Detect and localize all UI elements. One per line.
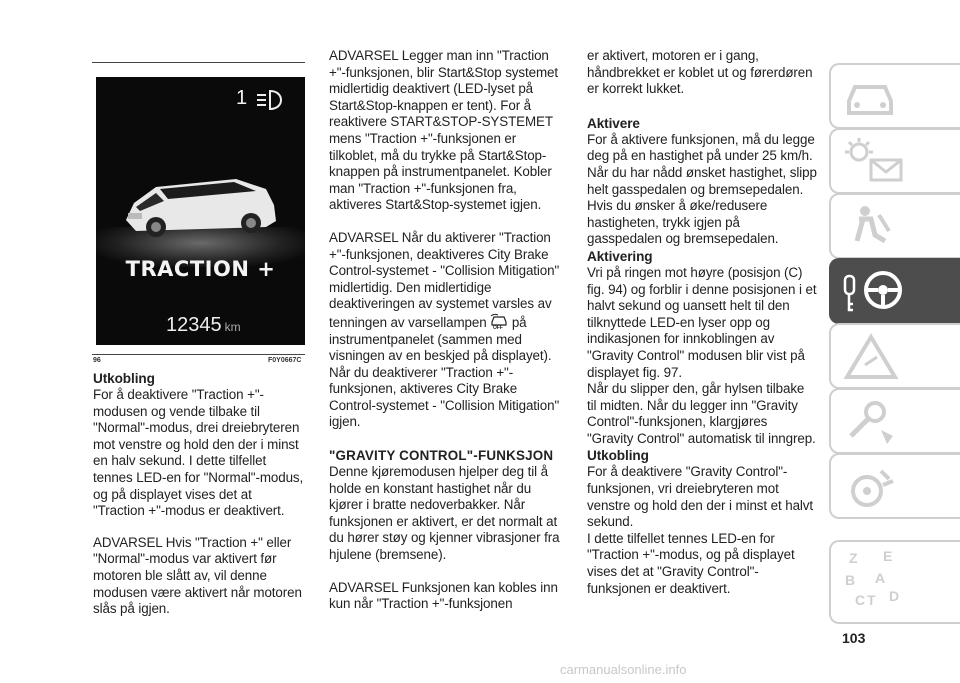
column-3 (587, 48, 817, 612)
side-tab-maintenance[interactable] (829, 388, 960, 454)
maintenance-icon (841, 396, 901, 448)
gear-indicator: 1 (236, 87, 248, 109)
car-illustration (116, 165, 286, 245)
warning-paragraph: ADVARSEL Hvis "Traction +" eller "Normal"-modus var aktivert før motoren ble slått av, vil denne modusen være aktivert når motoren slås på igjen. (93, 534, 302, 617)
warning-text: på instrumentpanelet (sammen med visningen av en beskjed på displayet). Når du deaktiverer "Traction +"-funksjonen, aktiveres City Brake Control-systemet - "Collision Mitigation" igjen. (329, 314, 560, 430)
paragraph: Når du slipper den, går hylsen tilbake til midten. Når du legger inn "Gravity Control"-funksjonen, klargjøres "Gravity Control" automatisk til inngrep. (587, 381, 816, 446)
odometer-value: 12345 (166, 314, 222, 336)
warning-lights-icon (841, 136, 911, 188)
side-tab-safety[interactable] (829, 193, 960, 259)
index-letter: Z (849, 550, 858, 566)
warning-text: ADVARSEL Når du aktiverer "Traction +"-funksjonen, deaktiveres City Brake Control-systemet - "Collision Mitigation" midlertidig. Den midlertidige deaktiveringen av systemet varsles av tenningen av varsellampen (329, 229, 560, 330)
warning-paragraph: ADVARSEL Funksjonen kan kobles inn kun når "Traction +"-funksjonen (329, 579, 558, 612)
paragraph: I dette tilfellet tennes LED-en for "Traction +"-modus, og på displayet vises det at "Gravity Control"-funksjonen er deaktivert. (587, 530, 795, 596)
odometer (166, 314, 241, 337)
warning-paragraph: ADVARSEL Legger man inn "Traction +"-funksjonen, blir Start&Stop systemet midlertidig deaktivert (LED-lyset på Start&Stop-knappen er tent). For å reaktivere START&STOP-SYSTEMET mens "Traction +"-funksjonen er tilkoblet, må du trykke på Start&Stop-knappen på instrumentpanelet. Kobler man "Traction +"-funksjonen fra, aktiveres Start&Stop-systemet igjen. (329, 48, 558, 213)
paragraph: For å aktivere funksjonen, må du legge deg på en hastighet på under 25 km/h. Når du har nådd ønsket hastighet, slipp helt gasspedalen og bremsepedalen. Hvis du ønsker å øke/redusere hastigheten, trykk igjen på gasspedalen og bremsepedalen. (587, 131, 817, 247)
paragraph: er aktivert, motoren er i gang, håndbrekket er koblet ut og førerdøren er korrekt lukket. (587, 48, 813, 97)
emergency-triangle-icon (841, 331, 901, 383)
city-brake-off-icon (490, 313, 508, 329)
index-letter: B (845, 572, 856, 588)
index-letter: D (889, 588, 900, 604)
heading-aktivering: Aktivering (587, 248, 653, 264)
watermark: carmanualsonline.info (560, 662, 687, 677)
safety-airbag-icon (841, 201, 901, 253)
technical-data-icon (841, 461, 901, 513)
index-letter: A (875, 570, 886, 586)
page-number: 103 (842, 630, 866, 646)
headlamp-icon (254, 87, 284, 113)
paragraph: Denne kjøremodusen hjelper deg til å holde en konstant hastighet når du kjører i bratte nedoverbakker. Når funksjonen er aktivert, er det normalt at du hører støy og kjenner vibrasjoner fra hjulene (bremsene). (329, 464, 560, 563)
alphabetical-index-icon (845, 548, 915, 618)
paragraph: For å deaktivere "Gravity Control"-funksjonen, vri dreiebryteren mot venstre og hold den der i minst et halvt sekund. (587, 464, 814, 530)
side-tab-technical-data[interactable] (829, 453, 960, 519)
side-tab-emergency[interactable] (829, 323, 960, 389)
traction-mode-label: TRACTION + (125, 257, 276, 281)
dashboard-figure (96, 77, 305, 345)
side-tab-index[interactable] (829, 540, 960, 624)
warning-paragraph (329, 230, 561, 431)
odometer-unit: km (224, 320, 241, 334)
figure-number: 96 (93, 357, 101, 364)
figure-code: F0Y0667C (268, 357, 302, 364)
index-letter: C (855, 592, 866, 608)
column-2 (329, 48, 561, 628)
heading-gravity-control: "GRAVITY CONTROL"-FUNKSJON (329, 448, 554, 464)
paragraph: Vri på ringen mot høyre (posisjon (C) fig. 94) og forblir i denne posisjonen i et halvt sekund og uansett helt til den tilknyttede LED-en lyser opp og indikasjonen for innkoblingen av "Gravity Control" modusen blir vist på displayet fig. 97. (587, 264, 817, 380)
column-1 (93, 370, 307, 633)
lamp-off-label: OFF (493, 324, 503, 329)
side-tab-starting-driving[interactable] (829, 258, 960, 324)
paragraph: For å deaktivere "Traction +"-modusen og vende tilbake til "Normal"-modus, drei dreiebryteren mot venstre og hold den der i minst en halv sekund. I dette tilfellet tennes LED-en for "Normal"-modus, og på displayet vises det at "Traction +"-modus er deaktivert. (93, 387, 304, 519)
top-rule-col1 (92, 62, 305, 63)
side-tab-car[interactable] (829, 63, 960, 129)
caption-rule (92, 354, 305, 355)
side-tab-warning-lights[interactable] (829, 128, 960, 194)
heading-utkobling: Utkobling (587, 448, 649, 464)
heading-aktivere: Aktivere (587, 115, 640, 131)
heading-utkobling: Utkobling (93, 371, 155, 386)
index-letter: E (883, 548, 893, 564)
index-letter: T (867, 592, 876, 608)
car-icon (841, 71, 901, 123)
steering-wheel-icon (841, 266, 911, 318)
